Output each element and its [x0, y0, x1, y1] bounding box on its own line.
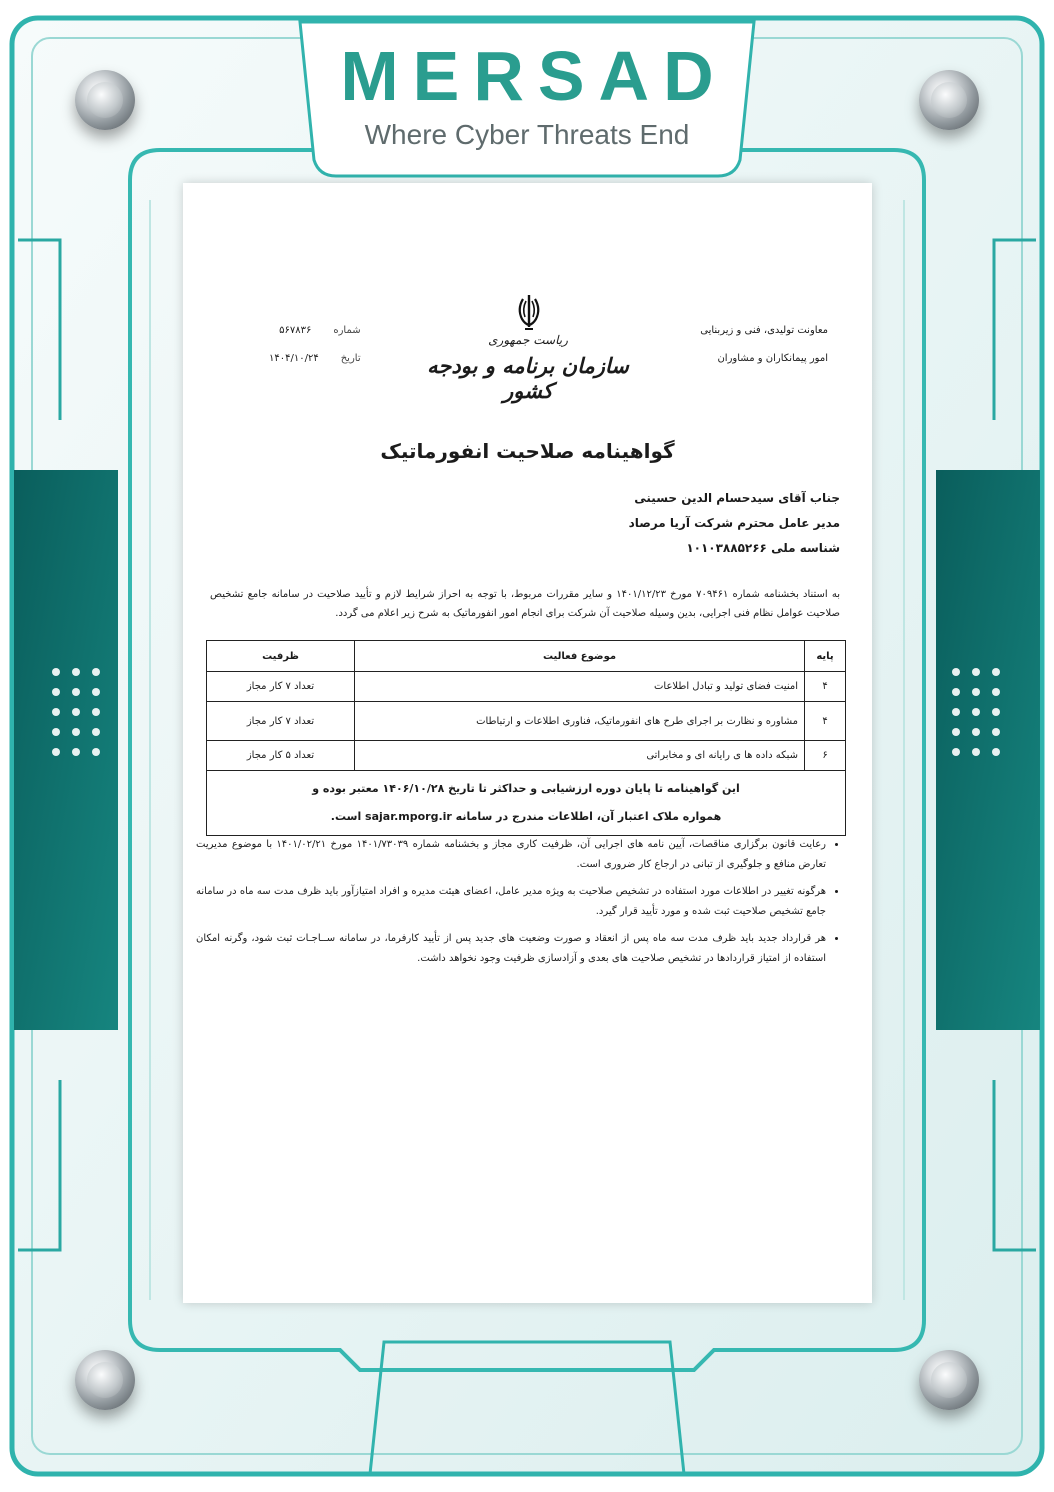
validity-line-2: همواره ملاک اعتبار آن، اطلاعات مندرج در سامانه sajar.mporg.ir است.	[330, 810, 722, 823]
national-id: شناسه ملی ۱۰۱۰۳۸۸۵۲۶۶	[686, 541, 840, 555]
org-subtitle: ریاست جمهوری	[488, 333, 568, 347]
screw-top-left-icon	[75, 70, 135, 130]
department-line-1: معاونت تولیدی، فنی و زیربنایی	[700, 325, 828, 336]
validity-note	[207, 771, 846, 836]
table-row	[207, 702, 846, 741]
addressee-position: مدیر عامل محترم شرکت آریا مرصاد	[628, 516, 840, 530]
activity-table	[206, 640, 846, 836]
validity-line-1: این گواهینامه تا پایان دوره ارزشیابی و حداکثر تا تاریخ ۱۴۰۶/۱۰/۲۸ معتبر بوده و	[312, 782, 740, 795]
brand-logo	[0, 37, 1054, 152]
screw-bottom-right-icon	[919, 1350, 979, 1410]
table-row	[207, 672, 846, 702]
number-value: ۵۶۷۸۳۶	[279, 325, 312, 336]
certificate-title: گواهینامه صلاحیت انفورماتیک	[380, 439, 675, 463]
row-subject: امنیت فضای تولید و تبادل اطلاعات	[355, 672, 805, 702]
row-capacity: تعداد ۷ کار مجاز	[207, 702, 355, 741]
header-rank: پایه	[805, 641, 846, 672]
org-name: سازمان برنامه و بودجه کشور	[427, 353, 629, 403]
row-subject: شبکه داده ها ی رایانه ای و مخابراتی	[355, 741, 805, 771]
header-subject: موضوع فعالیت	[355, 641, 805, 672]
notes-list	[196, 835, 842, 976]
addressee-name: جناب آقای سیدحسام الدین حسینی	[634, 491, 840, 505]
row-subject: مشاوره و نظارت بر اجرای طرح های انفورماتیک، فناوری اطلاعات و ارتباطات	[355, 702, 805, 741]
row-rank: ۴	[805, 672, 846, 702]
intro-paragraph: به استناد بخشنامه شماره ۷۰۹۴۶۱ مورخ ۱۴۰۱/۱۲/۲۳ و سایر مقررات مربوط، با توجه به احراز شرایط لازم و تأیید صلاحیت در سامانه جامع تشخیص صلاحیت عوامل نظام فنی اجرایی، بدین وسیله صلاحیت آن شرکت برای انجام امور انفورماتیک به شرح زیر اعلام می گردد.	[210, 589, 840, 619]
certificate-document	[183, 183, 872, 1303]
screw-top-right-icon	[919, 70, 979, 130]
addressee-block	[629, 486, 840, 561]
header-capacity: ظرفیت	[207, 641, 355, 672]
row-rank: ۴	[805, 702, 846, 741]
validity-row	[207, 771, 846, 836]
brand-name: MERSAD	[340, 37, 728, 115]
certificate-paper	[183, 183, 872, 1303]
table-row	[207, 741, 846, 771]
date-label: تاریخ	[340, 353, 361, 364]
row-capacity: تعداد ۷ کار مجاز	[207, 672, 355, 702]
list-item: • رعایت قانون برگزاری مناقصات، آیین نامه های اجرایی آن، ظرفیت کاری مجاز و بخشنامه شماره ۱۴۰۱/۷۳۰۳۹ مورخ ۱۴۰۱/۰۲/۲۱ با موضوع مدیریت تعارض منافع و جلوگیری از تبانی در ارجاع کار ضروری است.	[196, 835, 826, 875]
department-block	[700, 317, 828, 373]
number-label: شماره	[333, 325, 361, 336]
brand-tagline: Where Cyber Threats End	[364, 119, 690, 150]
department-line-2: امور پیمانکاران و مشاوران	[717, 353, 828, 364]
list-item: • هرگونه تغییر در اطلاعات مورد استفاده در تشخیص صلاحیت به ویژه مدیر عامل، اعضای هیئت مدیره و افراد امتیازآور باید ظرف مدت سه ماه در سامانه جامع تشخیص صلاحیت ثبت شده و مورد تأیید قرار گیرد.	[196, 882, 826, 922]
iran-emblem-icon	[513, 293, 545, 333]
dot-grid-left-icon	[52, 668, 100, 756]
letter-reference-block	[269, 317, 361, 373]
table-header-row	[207, 641, 846, 672]
row-rank: ۶	[805, 741, 846, 771]
row-capacity: تعداد ۵ کار مجاز	[207, 741, 355, 771]
dot-grid-right-icon	[952, 668, 1000, 756]
list-item: • هر قرارداد جدید باید ظرف مدت سه ماه پس از انعقاد و صورت وضعیت های جدید پس از تأیید کارفرما، در سامانه ســاجـات ثبت شود، وگرنه امکان استفاده از امتیاز قراردادها در تشخیص صلاحیت های بعدی و آزادسازی ظرفیت وجود نخواهد داشت.	[196, 929, 826, 969]
screw-bottom-left-icon	[75, 1350, 135, 1410]
date-value: ۱۴۰۴/۱۰/۲۴	[269, 353, 319, 364]
